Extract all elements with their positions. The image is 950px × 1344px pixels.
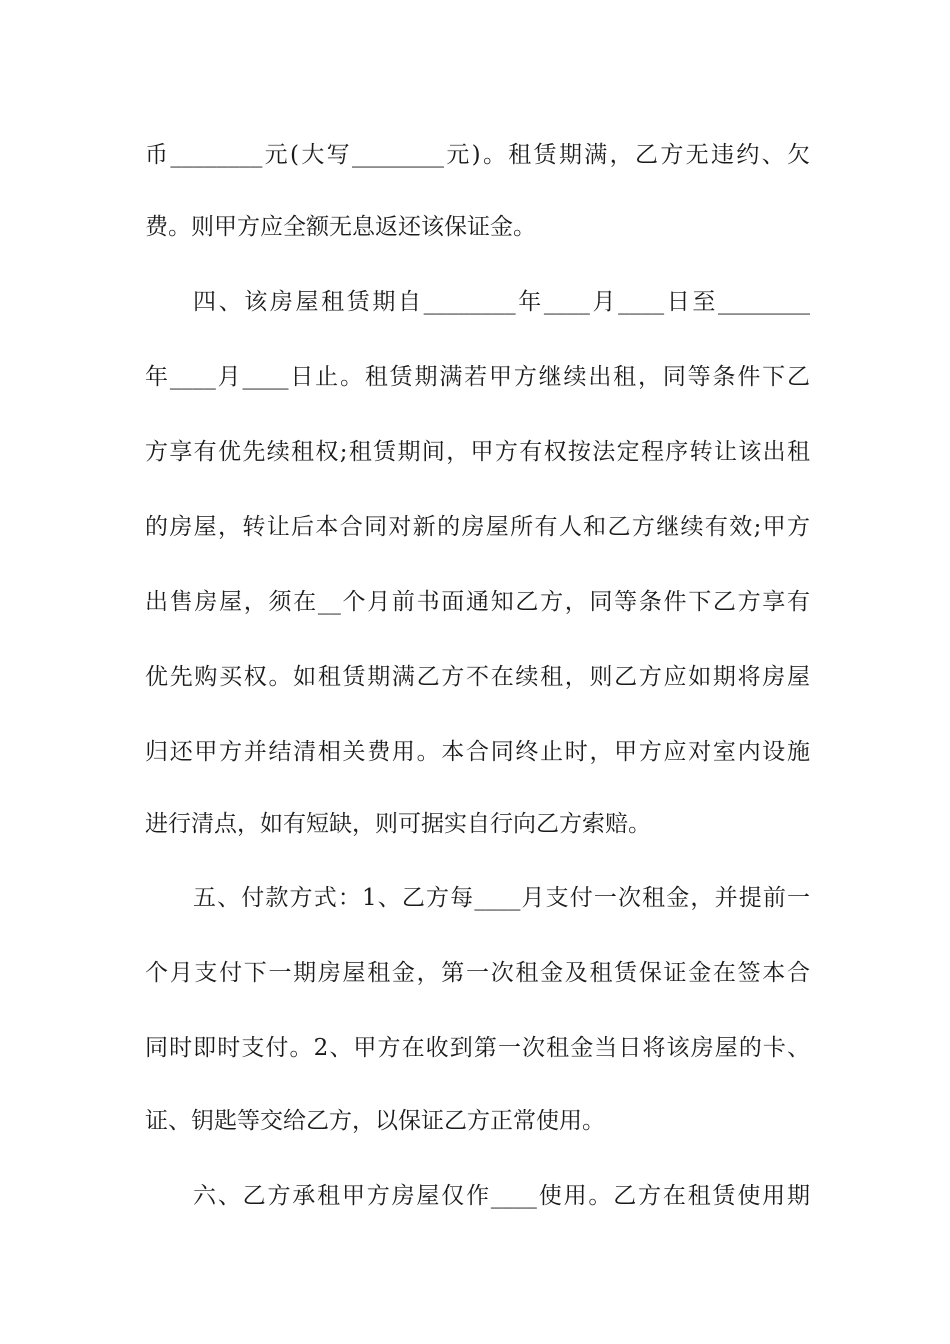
text-line: 证、钥匙等交给乙方，以保证乙方正常使用。: [145, 1108, 605, 1134]
text-line: 费。则甲方应全额无息返还该保证金。: [145, 214, 536, 240]
text-line: 出售房屋，须在__个月前书面通知乙方，同等条件下乙方享有: [145, 589, 810, 615]
text-line: 优先购买权。如租赁期满乙方不在续租，则乙方应如期将房屋: [145, 664, 810, 690]
section-5-heading-line: 五、付款方式：1、乙方每____月支付一次租金，并提前一: [193, 885, 810, 911]
section-4-heading-line: 四、该房屋租赁期自________年____月____日至________: [193, 289, 810, 315]
text-line: 同时即时支付。2、甲方在收到第一次租金当日将该房屋的卡、: [145, 1035, 810, 1061]
text-line: 进行清点，如有短缺，则可据实自行向乙方索赔。: [145, 811, 651, 837]
text-line: 方享有优先续租权;租赁期间，甲方有权按法定程序转让该出租: [145, 439, 810, 465]
text-line: 币________元(大写________元)。租赁期满，乙方无违约、欠: [145, 142, 810, 168]
text-line: 个月支付下一期房屋租金，第一次租金及租赁保证金在签本合: [145, 960, 810, 986]
text-line: 年____月____日止。租赁期满若甲方继续出租，同等条件下乙: [145, 364, 810, 390]
section-6-heading-line: 六、乙方承租甲方房屋仅作____使用。乙方在租赁使用期: [193, 1183, 810, 1209]
text-line: 的房屋，转让后本合同对新的房屋所有人和乙方继续有效;甲方: [145, 514, 810, 540]
text-line: 归还甲方并结清相关费用。本合同终止时，甲方应对室内设施: [145, 739, 810, 765]
